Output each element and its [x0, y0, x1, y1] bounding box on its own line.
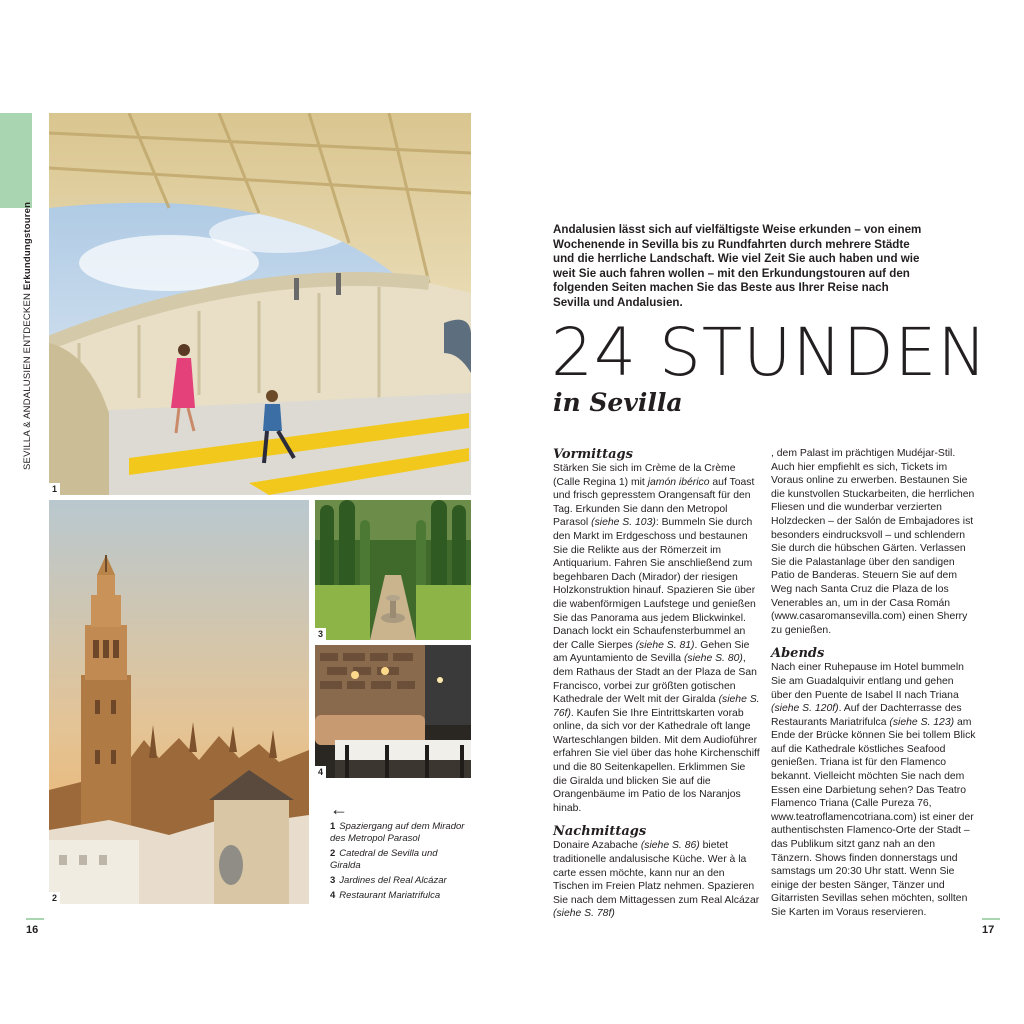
- photo-number: 1: [49, 483, 60, 495]
- photo-catedral-giralda: [49, 500, 309, 904]
- page-subtitle: in Sevilla: [553, 388, 683, 417]
- running-header: [22, 202, 33, 470]
- caption-item: 1 Spaziergang auf dem Mirador des Metropol Parasol: [330, 821, 465, 844]
- photo-number: 4: [315, 766, 326, 778]
- section-heading-abends: Abends: [771, 646, 825, 662]
- photo-captions: [330, 800, 470, 902]
- page-number-left: 16: [26, 924, 38, 936]
- text-column-1: [553, 447, 761, 921]
- body-text-nachmittags-continued: , dem Palast im prächtigen Mudéjar-Stil. Auch hier empfiehlt es sich, Tickets im Voraus online zu erwerben. Bestaunen Sie die kunstvollen Stuckarbeiten, die herrlichen Fliesen und die wunderbar verzierten Holzdecken – der Salón de Embajadores ist besonders eindrucksvoll – und schlendern Sie durch die hübschen Gärten. Verlassen Sie die Palastanlage über den sandigen Patio de Banderas. Steuern Sie auf dem Weg nach Santa Cruz die Plaza de los Venerables an, um in der Casa Román (www.casaromansevilla.com) einen Sherry zu genießen.: [771, 448, 975, 636]
- photo-number: 2: [49, 892, 60, 904]
- body-text-nachmittags: Donaire Azabache (siehe S. 86) bietet traditionelle andalusische Küche. Wer à la carte essen möchte, kann nur an den Tischen im Freien Platz nehmen. Spazieren Sie nach dem Mittagessen zum Real Alcázar (siehe S. 78f): [553, 840, 760, 920]
- photo-number: 3: [315, 628, 326, 640]
- caption-item: 3 Jardines del Real Alcázar: [330, 875, 447, 886]
- caption-item: 4 Restaurant Mariatrifulca: [330, 890, 441, 901]
- body-text-abends: Nach einer Ruhepause im Hotel bummeln Sie am Guadalquivir entlang und gehen über den Puente de Isabel II nach Triana (siehe S. 120f). Auf der Dachterrasse des Restaurants Mariatrifulca (siehe S. 123) am Ende der Brücke können Sie bei tollem Blick auf die Kathedrale köstliches Seafood genießen. Triana ist für den Flamenco bekannt. Vielleicht möchten Sie nach dem Essen eine Darbietung sehen? Das Teatro Flamenco Triana (Calle Pureza 76, www.teatroflamencotriana.com) ist einer der authentischsten Flamenco-Orte der Stadt – das Publikum sitzt ganz nah an den Tänzern. Shows finden donnerstags und samstags um 20:30 Uhr statt. Wenn Sie einige der besten Sänger, Tänzer und Gitarristen Sevillas sehen möchten, sollten Sie Karten im Voraus reservieren.: [771, 662, 976, 918]
- section-heading-vormittags: Vormittags: [553, 447, 633, 462]
- page-number-right: 17: [982, 924, 994, 936]
- section-heading-nachmittags: Nachmittags: [553, 824, 647, 840]
- photo-metropol-parasol: [49, 113, 471, 495]
- photo-restaurant-mariatrifulca: [315, 645, 471, 778]
- body-text-vormittags: Stärken Sie sich im Crème de la Crème (Calle Regina 1) mit jamón ibérico auf Toast und frisch gepresstem Orangensaft für den Tag. Erkunden Sie dann den Metropol Parasol (siehe S. 103): Bummeln Sie durch den Markt im Erdgeschoss und bestaunen Sie die Relikte aus der Römerzeit im Antiquarium. Fahren Sie anschließend zum begehbaren Dach (Mirador) der riesigen Holzkonstruktion hinauf. Spazieren Sie über die wabenförmigen Laufstege und genießen Sie das Panorama aus jedem Blickwinkel. Danach lockt ein Schaufensterbummel an der Calle Sierpes (siehe S. 81). Gehen Sie am Ayuntamiento de Sevilla (siehe S. 80), dem Rathaus der Stadt an der Plaza de San Francisco, vorbei zur größten gotischen Kathedrale der Welt mit der Giralda (siehe S. 76f). Kaufen Sie Ihre Eintrittskarten vorab online, da sich vor der Kathedrale oft lange Warteschlangen bilden. Mit dem Audioführer erfahren Sie viel über das hohe Kirchenschiff und die 80 Seitenkapellen. Erklimmen Sie die Giralda und blicken Sie auf die Orangenbäume im Patio de los Naranjos hinab.: [553, 463, 760, 814]
- text-column-2: [771, 447, 976, 920]
- page-title: 24 STUNDEN: [551, 314, 988, 391]
- running-header-chapter: SEVILLA & ANDALUSIEN ENTDECKEN: [22, 292, 33, 470]
- arrow-left-icon: ←: [330, 799, 348, 819]
- running-header-section: Erkundungstouren: [22, 201, 33, 291]
- section-tab-marker: [0, 113, 32, 208]
- caption-item: 2 Catedral de Sevilla und Giralda: [330, 848, 438, 871]
- intro-paragraph: Andalusien lässt sich auf vielfältigste Weise erkunden – von einem Wochenende in Sevilla bis zu Rundfahrten durch mehrere Städte und die herrliche Landschaft. Wie viel Zeit Sie auch haben und wie weit Sie auch fahren wollen – mit den Erkundungstouren auf den folgenden Seiten machen Sie das Beste aus Ihrer Reise nach Sevilla und Andalusien.: [553, 223, 922, 309]
- photo-jardines-alcazar: [315, 500, 471, 640]
